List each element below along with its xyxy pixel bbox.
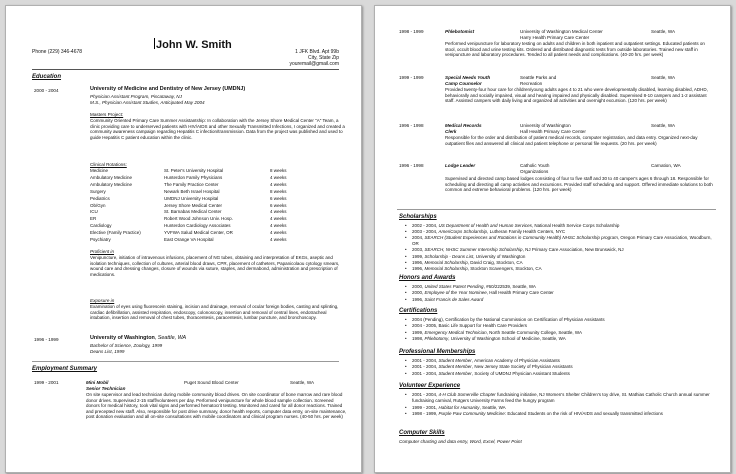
rotation-specialty: Psychiatry [90,237,111,242]
job-location: Seattle, WA [651,123,676,128]
scholarships-item: • 2003, SEARCH, NHSC Summer Internship Scholarship, NJ Primary Care Association, New Brunswick, NJ [405,247,716,253]
employment-heading: Employment Summary [32,366,98,372]
computer-skills-heading: Computer Skills [399,430,445,436]
rotation-specialty: Surgery [90,188,106,194]
rotation-weeks: 4 weeks [270,216,287,222]
education-heading: Education [32,74,62,80]
proficient-text: Venipuncture, initiation of intravenous infusions, placement of NG tubes, obtaining and interpretation of EKGs, aseptic and isolation techniques, collection of cultures, arterial blood draws, CPR, placement of catheters, Papanicolaou cytology smears, wound care and dressing changes, closure of wounds via suture, staples, and dermabond, administration and prescription of medications. [90,255,340,277]
job-org: Seattle Parks and [520,75,557,80]
job-location: Carnation, WA [651,163,681,168]
rotation-specialty: Medicine [90,168,109,173]
rotation-specialty: Cardiology [90,223,112,229]
memberships-item: • 2001 - 2004, Student Member, New Jersey State Society of Physician Assistants [405,364,716,370]
job-dates: 1998 - 1999 [399,29,424,34]
volunteer-heading: Volunteer Experience [399,383,461,389]
job-org: Catholic Youth [520,163,550,168]
rotation-site: Robert Wood Johnson Univ. Hosp. [164,216,233,222]
job-org-2: Organizations [520,169,549,174]
scholarships-item: • 1999, Scholarship - Deans List, University of Washington [405,254,716,260]
rotation-specialty: Elective (Family Practice) [90,230,141,236]
certifications-item: • 1999, Emergency Medical Technician, North Seattle Community College, Seattle, WA [405,330,716,336]
honors-item: • 1996, Saint Francis de Sales Award [405,297,716,303]
rotation-site: East Orange VA Hospital [164,237,214,242]
clinical-rotations-label: Clinical Rotations: [90,162,127,167]
rotation-specialty: Pediatrics [90,195,110,201]
job-org-2: Hall Health Primary Care Center [520,129,586,134]
job-org: Puget Sound Blood Center [184,380,239,385]
job-title: Phlebotomist [445,29,475,34]
uw-honor: Deans List, 1999 [90,349,125,354]
uw-dates: 1996 - 1999 [34,337,59,342]
rotation-weeks: 4 weeks [270,237,287,242]
section-divider [397,209,716,210]
job-location: Seattle, WA [651,75,676,80]
job-description: Performed venipuncture for laboratory testing on adults and children in both inpatient and outpatient settings. Educated patients on stool, occult blood and urine testing kits. Ordered and distributed diagnostic tests from outside laboratories. Trained new staff in venipuncture and laboratory procedures. Tended to all patient needs and complications. (40-20 hrs. per week) [445,41,705,58]
job-description: On site supervisor and lead technician during mobile community blood drives. On site coordinator of bone marrow and rare blood donor drives. Supervised 2-15 staff/volunteers per day. Performed venipuncture for whole blood sample collection. Screened donors for medical history, took vital signs and performed hematocrit testing. Monitored and cared for all donor reactions. Trained and precepted new staff. Also, responsible for post drive summary, donor health reports, computer data entry, on-site maintenance, post donation evaluation and all on-site consultations with mobile coordinators and clinical program nurses. (40-50 hrs. per week) [86,392,347,420]
job-title: Mini Mobil [86,380,109,385]
memberships-item: • 2001 - 2004, Student Member, American Academy of Physician Assistants [405,358,716,364]
rotation-weeks: 4 weeks [270,181,287,187]
rotation-specialty: Ambulatory Medicine [90,174,133,180]
header-divider [32,69,339,70]
address-block: 1 JFK Blvd. Apt 99b City, State Zip youremail@gmail.com [289,49,339,67]
job-title: Lodge Leader [445,163,476,168]
rotation-weeks: 4 weeks [270,223,287,229]
rotation-site: YVFWA Salud Medical Center, OR [164,230,233,236]
rotation-specialty: ER [90,216,97,222]
job-title: Special Needs Youth [445,75,491,80]
rotation-weeks: 6 weeks [270,195,287,201]
certifications-item: • 2004 - 2005, Basic Life Support for Health Care Providers [405,323,716,329]
scholarships-item: • 1996, Memorial Scholarship, David Craig, Stockton, CA [405,260,716,266]
applicant-name: John W. Smith [156,39,232,51]
exposure-label: Exposure in [90,298,115,303]
rotation-site: St. Peter's University Hospital [164,168,224,173]
certifications-heading: Certifications [399,308,438,314]
job-description: Provided twenty-four hour care for children/young adults ages 4 to 21 who were developmentally disabled, learning disabled, ADHD, behaviorally and socially impaired, visual and hearing impaired and physically disabled. Supervised 8-10 campers and 1-2 assistant staff. Assisted campers with daily living and organized all activities and overnight excursion. (120 hrs. per week) [445,87,708,104]
rotation-weeks: 4 weeks [270,230,287,236]
honors-item: • 2000, United States Patent Pending, #60/222539, Seattle, WA [405,284,716,290]
scholarships-item: • 1996, Memorial Scholarship, Stockton Scavengers, Stockton, CA [405,266,716,272]
memberships-heading: Professional Memberships [399,349,476,355]
exposure-text: Examination of eyes using fluorescein staining, incision and drainage, removal of ocular foreign bodies, casting and splinting, cardiac defibrillation, assisted respiration, endoscopy, colonoscopy, insertion and removal of central lines, endotracheal intubation, insertion and removal of chest tubes, thoracentesis, paracentesis, lumbar puncture, and bronchoscopy. [90,304,339,321]
certifications-item: • 2004 (Pending), Certification by the National Commission on Certification of Physician Assistants [405,317,716,323]
rotation-weeks: 6 weeks [270,202,287,208]
scholarships-item: • 2003 - 2004, AmeriCorps Scholarship, Lutheran Family Health Centers, NYC [405,229,716,235]
certifications-item: • 1998, Phlebotomy, University of Washington School of Medicine, Seattle, WA [405,336,716,342]
job-title: Medical Records [445,123,482,128]
rotation-site: The Family Practice Center [164,181,219,187]
rotation-weeks: 4 weeks [270,174,287,180]
rotation-specialty: Ambulatory Medicine [90,181,133,187]
umdnj-program: Physician Assistant Program, Piscataway, NJ [90,94,182,99]
job-subtitle: Camp Counselor [445,81,482,86]
umdnj-dates: 2000 - 2004 [34,88,59,93]
job-description: Responsible for the order and distribution of patient medical records, computer registration, and data entry. Organized next-day outpatient files and answered all clinical and patient telephone or personal file requests. (20 hrs. per week) [445,135,698,146]
job-description: Supervised and directed camp based lodges consisting of four to five staff and 30 to 40 camper's ages 6 through 18. Responsible for scheduling and directing all camp activities and excursions. Provided staff scheduling and support. Offered immediate solutions to both common and extreme behavioral problems. (120 hrs. per week) [445,176,713,193]
umdnj-degree: M.S., Physician Assistant Studies, Anticipated May 2004 [90,100,205,105]
job-dates: 1999 - 2001 [34,380,59,385]
volunteer-item: • 1998 - 1999, Purple Paw Community Medicine: Educated Students on the risk of HIV/AIDS and sexually transmitted infections [405,411,716,417]
volunteer-item: • 2001 - 2004, 4-H Club Somerville Chapter fundraising initiative, NJ Women's Shelter Children's toy drive, St. Mathias Catholic Church annual summer fundraising carnival, Rutgers University Farms feed the hungry program [405,392,716,403]
uw-school: University of Washington, Seattle, WA [90,335,187,341]
job-location: Seattle, WA [290,380,315,385]
rotation-site: Jersey Shore Medical Center [164,202,223,208]
rotation-site: UMDNJ University Hospital [164,195,219,201]
umdnj-school: University of Medicine and Dentistry of New Jersey (UMDNJ) [90,86,246,92]
honors-heading: Honors and Awards [399,275,456,281]
section-divider [32,361,339,362]
job-org: University of Washington [520,123,571,128]
rotation-site: Newark Beth Israel Hospital [164,188,220,194]
rotation-site: Hunterdon Cardiology Associates [164,223,231,229]
job-org-2: Recreation [520,81,543,86]
rotation-specialty: ICU [90,209,98,215]
rotation-site: Hunterdon Family Physicians [164,174,223,180]
masters-project-label: Masters Project: [90,112,124,117]
rotation-specialty: Ob/Gyn [90,202,106,208]
job-dates: 1996 - 1998 [399,163,424,168]
job-subtitle: Clerk [445,129,457,134]
job-org-2: Harry Health Primary Care Center [520,35,590,40]
resume-page-1 [5,5,362,473]
scholarships-item: • 2004, SEARCH (Student Experiences and Rotations in Community Health) NHSC Scholarship program, Oregon Primary Care Association, Woodburn, OR [405,235,716,246]
masters-project-text: Community Oriented Primary Care Summer Assistantship: In collaboration with the Jersey Shore Medical Center "A" Team, a clinic providing care to underserved patients with HIV/AIDS and other Sexually Transmitted Infections, I organized and created a community awareness campaign regarding Hepatitis C infection/transmission. Data from the project was published and used to guide Hepatitis C patient education within the clinic. [90,118,345,140]
rotation-weeks: 4 weeks [270,209,287,215]
honors-item: • 2000, Employee of the Year Nominee, Hall Health Primary Care Center [405,290,716,296]
text-cursor [154,38,155,49]
job-dates: 1996 - 1998 [399,123,424,128]
rotation-weeks: 8 weeks [270,168,287,173]
proficient-label: Proficient in [90,249,115,254]
scholarships-heading: Scholarships [399,214,437,220]
scholarships-item: • 2002 - 2004, US Department of Health and Human Services, National Health Service Corps Scholarship [405,223,716,229]
job-subtitle: Senior Technician [86,386,126,391]
rotation-weeks: 8 weeks [270,188,287,194]
job-org: University of Washington Medical Center [520,29,603,34]
computer-skills-text: Computer charting and data entry, Word, Excel, Power Point [399,439,522,444]
job-dates: 1999 - 1999 [399,75,424,80]
job-location: Seattle, WA [651,29,676,34]
uw-degree: Bachelor of Science, Zoology, 1999 [90,343,163,348]
volunteer-item: • 1999 - 2001, Habitat for Humanity, Seattle, WA [405,405,716,411]
phone-number: Phone (229) 346-4678 [32,49,83,55]
rotation-site: St. Barnabas Medical Center [164,209,222,215]
memberships-item: • 2001 - 2004, Student Member, Society of UMDNJ Physician Assistant Students [405,371,716,377]
resume-page-2 [374,5,731,473]
